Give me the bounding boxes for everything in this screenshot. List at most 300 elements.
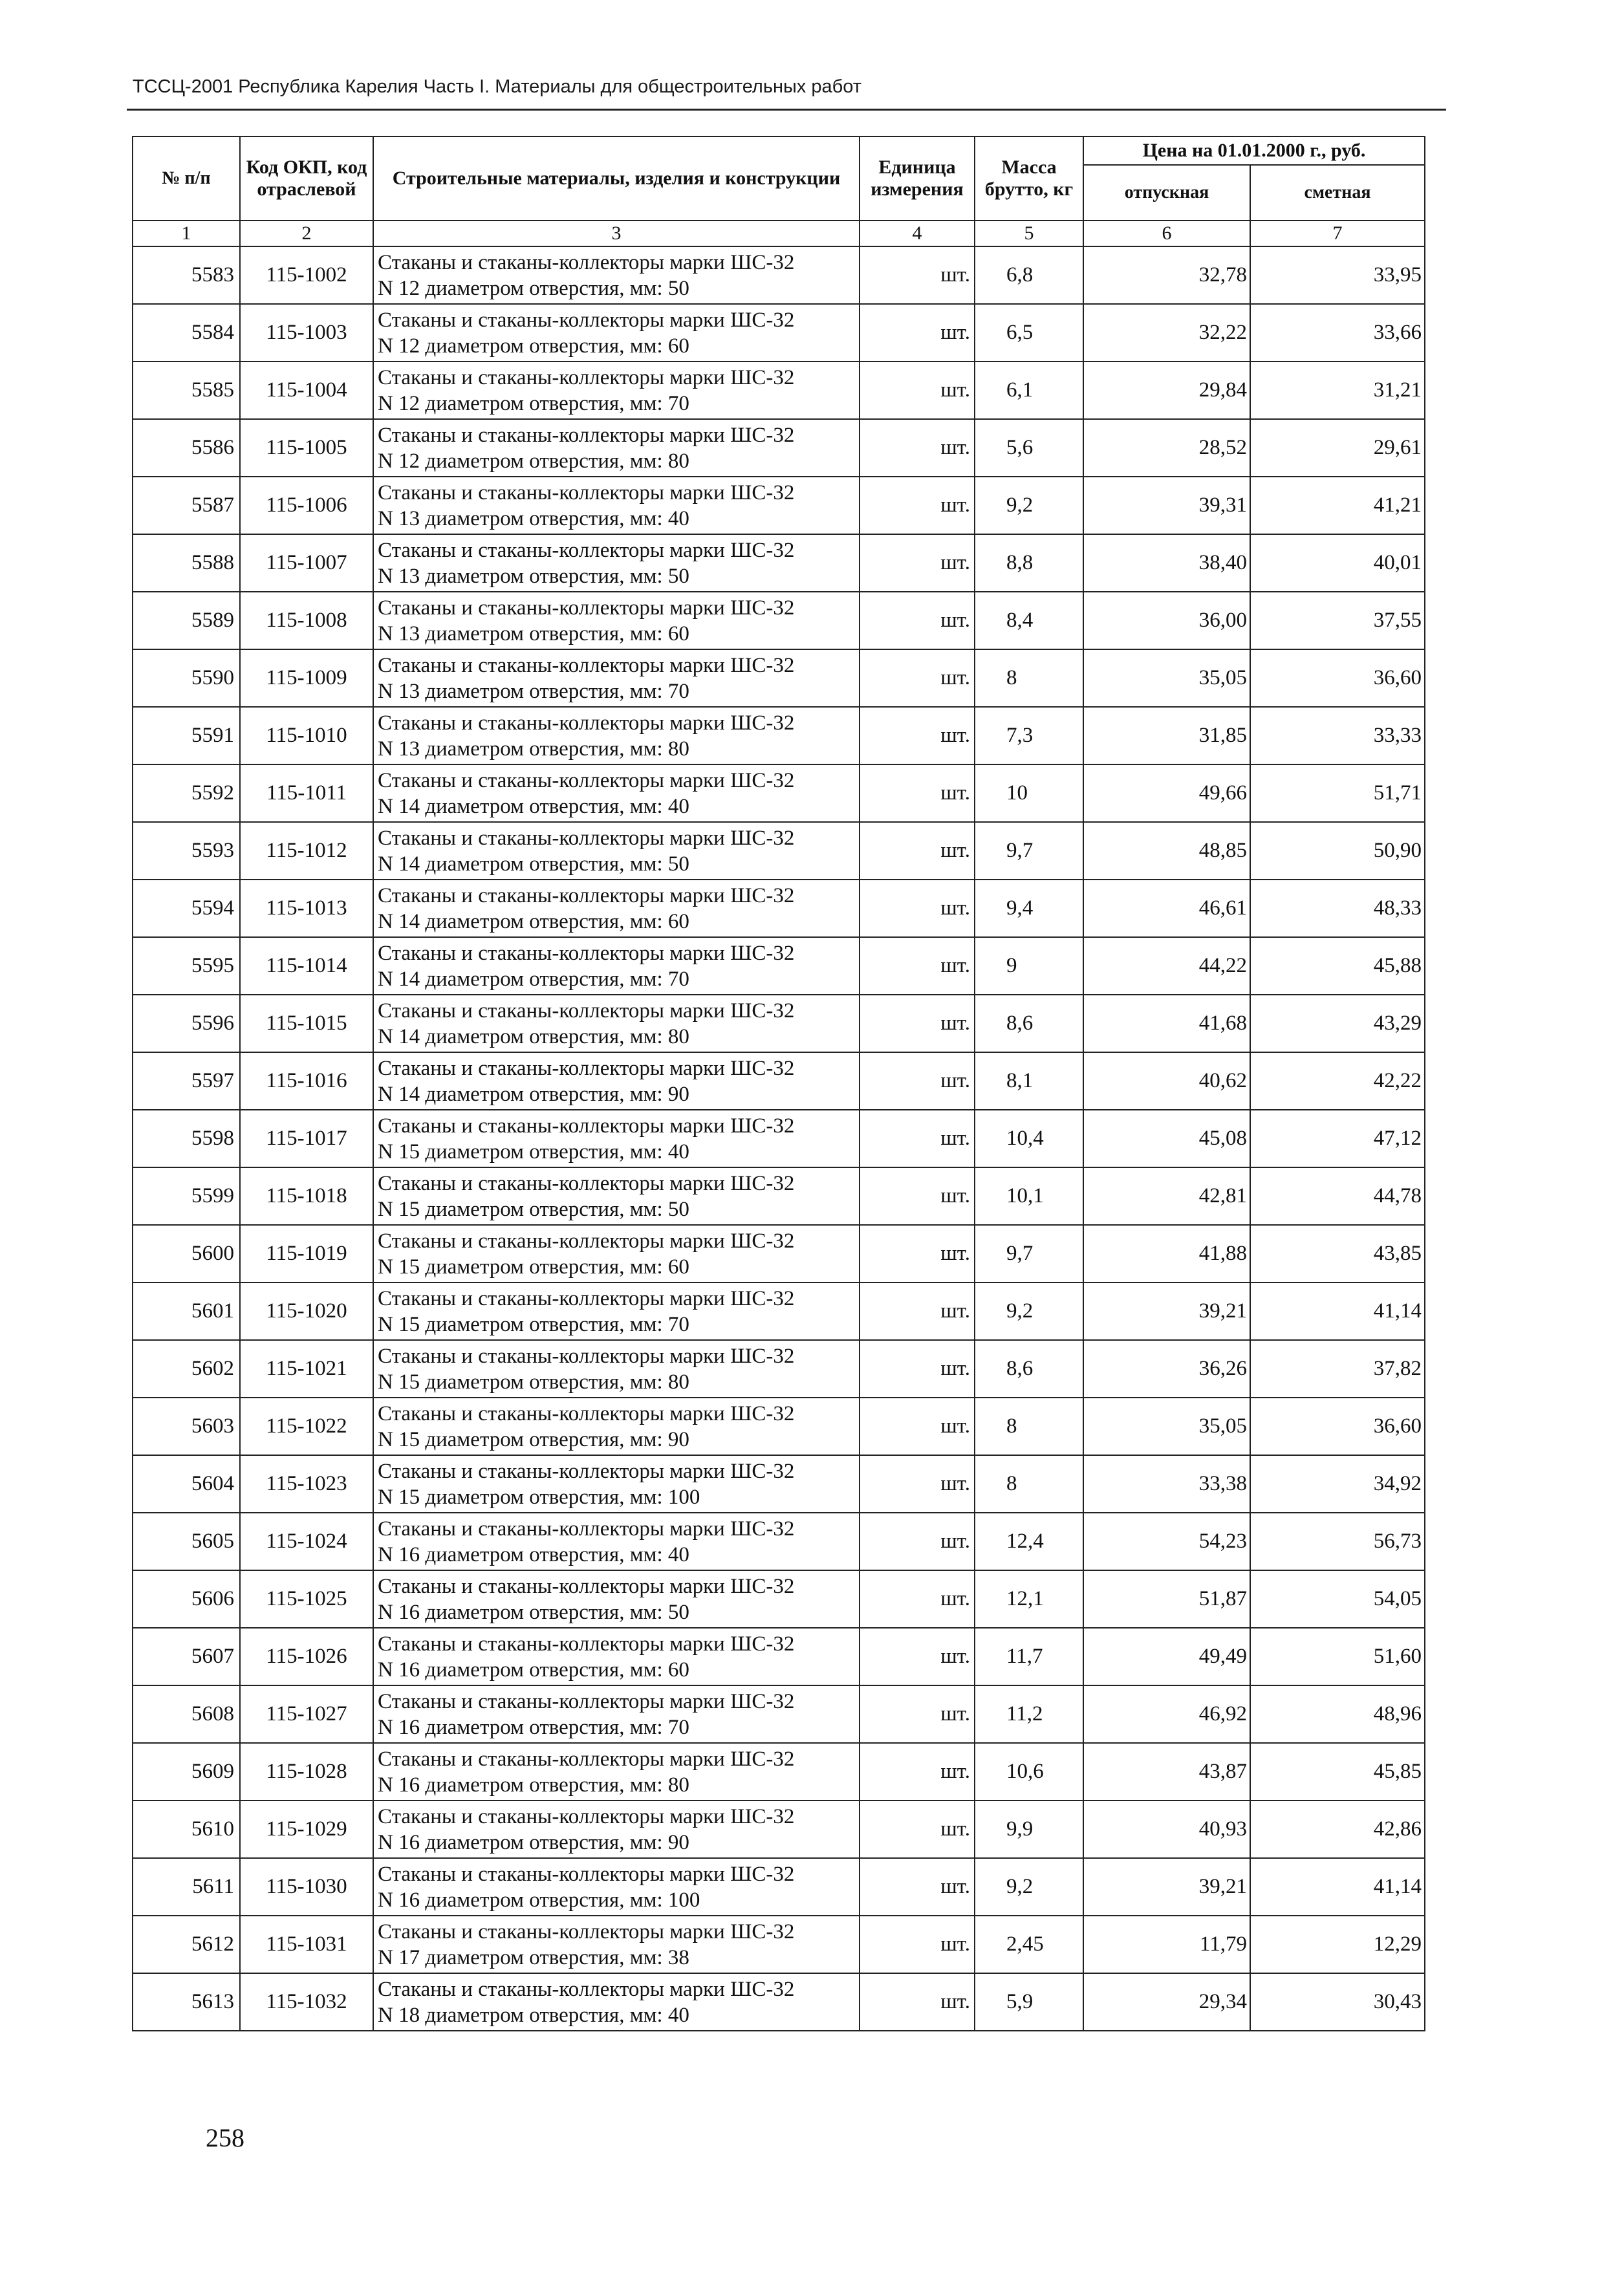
row-unit: шт. [860, 1570, 975, 1628]
row-unit: шт. [860, 304, 975, 362]
row-description-line: N 13 диаметром отверстия, мм: 40 [378, 506, 689, 530]
row-price-release: 33,38 [1083, 1455, 1250, 1513]
row-price-release: 42,81 [1083, 1167, 1250, 1225]
row-description-line: N 16 диаметром отверстия, мм: 90 [378, 1830, 689, 1854]
row-price-estimate: 51,60 [1250, 1628, 1425, 1685]
row-code: 115-1004 [240, 362, 373, 419]
row-price-estimate: 33,33 [1250, 707, 1425, 764]
row-number: 5605 [133, 1513, 240, 1570]
row-code: 115-1016 [240, 1052, 373, 1110]
row-mass: 9,2 [975, 477, 1083, 534]
row-description-line: N 15 диаметром отверстия, мм: 40 [378, 1140, 689, 1163]
row-description-line: N 13 диаметром отверстия, мм: 50 [378, 564, 689, 588]
row-description-line: Стаканы и стаканы-коллекторы марки ШС-32 [378, 1459, 795, 1483]
row-number: 5588 [133, 534, 240, 592]
row-mass: 10 [975, 764, 1083, 822]
table-row [133, 534, 1425, 592]
row-number: 5608 [133, 1685, 240, 1743]
row-price-release: 39,21 [1083, 1282, 1250, 1340]
row-code: 115-1013 [240, 880, 373, 937]
row-price-estimate: 42,22 [1250, 1052, 1425, 1110]
row-mass: 8,6 [975, 1340, 1083, 1398]
row-number: 5587 [133, 477, 240, 534]
row-price-estimate: 33,66 [1250, 304, 1425, 362]
row-price-release: 46,61 [1083, 880, 1250, 937]
row-unit: шт. [860, 937, 975, 995]
row-description [373, 707, 860, 764]
column-number: 1 [133, 221, 240, 246]
row-mass: 5,9 [975, 1973, 1083, 2031]
row-mass: 8,6 [975, 995, 1083, 1052]
row-description-line: Стаканы и стаканы-коллекторы марки ШС-32 [378, 1171, 795, 1195]
table-row [133, 1628, 1425, 1685]
row-price-estimate: 42,86 [1250, 1801, 1425, 1858]
row-unit: шт. [860, 1340, 975, 1398]
row-code: 115-1028 [240, 1743, 373, 1801]
row-mass: 5,6 [975, 419, 1083, 477]
row-code: 115-1031 [240, 1916, 373, 1973]
row-description-line: Стаканы и стаканы-коллекторы марки ШС-32 [378, 941, 795, 965]
row-description [373, 1685, 860, 1743]
row-description-line: Стаканы и стаканы-коллекторы марки ШС-32 [378, 653, 795, 677]
row-number: 5610 [133, 1801, 240, 1858]
row-number: 5599 [133, 1167, 240, 1225]
table-row [133, 1398, 1425, 1455]
row-number: 5612 [133, 1916, 240, 1973]
row-price-release: 29,34 [1083, 1973, 1250, 2031]
row-price-estimate: 41,21 [1250, 477, 1425, 534]
table-row [133, 1570, 1425, 1628]
row-code: 115-1029 [240, 1801, 373, 1858]
row-description-line: N 12 диаметром отверстия, мм: 80 [378, 449, 689, 473]
table-row [133, 419, 1425, 477]
row-number: 5603 [133, 1398, 240, 1455]
table-row [133, 707, 1425, 764]
row-unit: шт. [860, 822, 975, 880]
row-code: 115-1008 [240, 592, 373, 649]
row-number: 5611 [133, 1858, 240, 1916]
row-price-release: 31,85 [1083, 707, 1250, 764]
row-mass: 12,1 [975, 1570, 1083, 1628]
row-mass: 9 [975, 937, 1083, 995]
column-number: 5 [975, 221, 1083, 246]
table-row [133, 1110, 1425, 1167]
row-price-estimate: 47,12 [1250, 1110, 1425, 1167]
row-price-estimate: 43,85 [1250, 1225, 1425, 1282]
row-description [373, 477, 860, 534]
row-description [373, 1628, 860, 1685]
row-description [373, 1858, 860, 1916]
col-header-code: Код ОКП, код отраслевой [240, 136, 373, 221]
row-number: 5585 [133, 362, 240, 419]
table-row [133, 995, 1425, 1052]
row-unit: шт. [860, 1225, 975, 1282]
row-price-estimate: 37,55 [1250, 592, 1425, 649]
column-number: 2 [240, 221, 373, 246]
row-description-line: N 14 диаметром отверстия, мм: 70 [378, 967, 689, 991]
row-description [373, 1167, 860, 1225]
row-description-line: Стаканы и стаканы-коллекторы марки ШС-32 [378, 826, 795, 850]
row-price-estimate: 37,82 [1250, 1340, 1425, 1398]
row-unit: шт. [860, 1973, 975, 2031]
row-number: 5593 [133, 822, 240, 880]
row-number: 5600 [133, 1225, 240, 1282]
row-description [373, 1052, 860, 1110]
row-mass: 9,7 [975, 822, 1083, 880]
header-divider [127, 109, 1446, 111]
table-row [133, 1685, 1425, 1743]
row-price-estimate: 43,29 [1250, 995, 1425, 1052]
row-price-release: 44,22 [1083, 937, 1250, 995]
row-mass: 9,4 [975, 880, 1083, 937]
column-number: 7 [1250, 221, 1425, 246]
table-row [133, 1167, 1425, 1225]
row-description-line: N 15 диаметром отверстия, мм: 100 [378, 1485, 700, 1509]
row-description-line: Стаканы и стаканы-коллекторы марки ШС-32 [378, 365, 795, 389]
row-description [373, 362, 860, 419]
row-unit: шт. [860, 1398, 975, 1455]
row-description-line: N 12 диаметром отверстия, мм: 70 [378, 391, 689, 415]
row-description-line: Стаканы и стаканы-коллекторы марки ШС-32 [378, 1401, 795, 1425]
row-unit: шт. [860, 1282, 975, 1340]
row-unit: шт. [860, 1916, 975, 1973]
row-unit: шт. [860, 362, 975, 419]
row-number: 5597 [133, 1052, 240, 1110]
table-body [133, 221, 1425, 2031]
row-mass: 6,1 [975, 362, 1083, 419]
row-price-release: 40,62 [1083, 1052, 1250, 1110]
table-row [133, 1513, 1425, 1570]
row-unit: шт. [860, 995, 975, 1052]
row-price-release: 43,87 [1083, 1743, 1250, 1801]
row-description [373, 1340, 860, 1398]
column-number: 4 [860, 221, 975, 246]
table-row [133, 937, 1425, 995]
row-number: 5583 [133, 246, 240, 304]
row-description-line: N 14 диаметром отверстия, мм: 60 [378, 909, 689, 933]
row-description-line: Стаканы и стаканы-коллекторы марки ШС-32 [378, 1862, 795, 1886]
row-unit: шт. [860, 1513, 975, 1570]
row-price-estimate: 51,71 [1250, 764, 1425, 822]
row-description [373, 246, 860, 304]
row-number: 5586 [133, 419, 240, 477]
row-code: 115-1023 [240, 1455, 373, 1513]
row-mass: 9,9 [975, 1801, 1083, 1858]
row-description-line: Стаканы и стаканы-коллекторы марки ШС-32 [378, 1114, 795, 1138]
table-row [133, 764, 1425, 822]
row-mass: 10,1 [975, 1167, 1083, 1225]
row-unit: шт. [860, 1628, 975, 1685]
row-unit: шт. [860, 246, 975, 304]
row-price-release: 36,00 [1083, 592, 1250, 649]
col-header-num: № п/п [133, 136, 240, 221]
row-description-line: N 17 диаметром отверстия, мм: 38 [378, 1945, 689, 1969]
row-number: 5595 [133, 937, 240, 995]
row-number: 5604 [133, 1455, 240, 1513]
page-header-title: ТССЦ-2001 Республика Карелия Часть I. Материалы для общестроительных работ [133, 76, 862, 97]
row-description-line: Стаканы и стаканы-коллекторы марки ШС-32 [378, 308, 795, 332]
row-description-line: N 16 диаметром отверстия, мм: 100 [378, 1888, 700, 1912]
row-description-line: Стаканы и стаканы-коллекторы марки ШС-32 [378, 538, 795, 562]
row-number: 5594 [133, 880, 240, 937]
price-table [132, 136, 1425, 2031]
row-description [373, 1282, 860, 1340]
row-number: 5607 [133, 1628, 240, 1685]
row-description-line: Стаканы и стаканы-коллекторы марки ШС-32 [378, 1056, 795, 1080]
row-description [373, 534, 860, 592]
row-number: 5591 [133, 707, 240, 764]
row-code: 115-1021 [240, 1340, 373, 1398]
row-description-line: Стаканы и стаканы-коллекторы марки ШС-32 [378, 1977, 795, 2001]
row-unit: шт. [860, 764, 975, 822]
row-mass: 12,4 [975, 1513, 1083, 1570]
row-code: 115-1009 [240, 649, 373, 707]
row-description [373, 1973, 860, 2031]
row-description [373, 1801, 860, 1858]
row-mass: 8,8 [975, 534, 1083, 592]
row-unit: шт. [860, 1685, 975, 1743]
row-price-estimate: 56,73 [1250, 1513, 1425, 1570]
row-description-line: N 14 диаметром отверстия, мм: 50 [378, 852, 689, 876]
row-code: 115-1015 [240, 995, 373, 1052]
row-description-line: N 16 диаметром отверстия, мм: 70 [378, 1715, 689, 1739]
row-price-release: 11,79 [1083, 1916, 1250, 1973]
row-number: 5609 [133, 1743, 240, 1801]
row-description-line: N 14 диаметром отверстия, мм: 80 [378, 1024, 689, 1048]
row-mass: 8,1 [975, 1052, 1083, 1110]
row-price-estimate: 36,60 [1250, 649, 1425, 707]
row-code: 115-1030 [240, 1858, 373, 1916]
row-unit: шт. [860, 477, 975, 534]
row-price-release: 32,78 [1083, 246, 1250, 304]
table-row [133, 1916, 1425, 1973]
row-description-line: N 13 диаметром отверстия, мм: 70 [378, 679, 689, 703]
row-number: 5589 [133, 592, 240, 649]
row-code: 115-1020 [240, 1282, 373, 1340]
row-description-line: N 15 диаметром отверстия, мм: 70 [378, 1312, 689, 1336]
col-header-unit: Единица измерения [860, 136, 975, 221]
row-mass: 10,4 [975, 1110, 1083, 1167]
row-code: 115-1025 [240, 1570, 373, 1628]
row-unit: шт. [860, 880, 975, 937]
row-code: 115-1017 [240, 1110, 373, 1167]
row-description [373, 764, 860, 822]
row-price-release: 39,31 [1083, 477, 1250, 534]
row-price-release: 35,05 [1083, 649, 1250, 707]
col-header-price-group: Цена на 01.01.2000 г., руб. [1083, 136, 1425, 165]
row-code: 115-1027 [240, 1685, 373, 1743]
row-price-release: 32,22 [1083, 304, 1250, 362]
row-mass: 6,8 [975, 246, 1083, 304]
row-mass: 7,3 [975, 707, 1083, 764]
row-mass: 8 [975, 1455, 1083, 1513]
row-description-line: N 12 диаметром отверстия, мм: 60 [378, 334, 689, 358]
row-price-estimate: 29,61 [1250, 419, 1425, 477]
row-description-line: Стаканы и стаканы-коллекторы марки ШС-32 [378, 596, 795, 620]
row-code: 115-1002 [240, 246, 373, 304]
table-row [133, 1052, 1425, 1110]
row-number: 5606 [133, 1570, 240, 1628]
row-description-line: N 13 диаметром отверстия, мм: 80 [378, 737, 689, 761]
table-row [133, 649, 1425, 707]
table-row [133, 246, 1425, 304]
row-price-release: 36,26 [1083, 1340, 1250, 1398]
row-description-line: N 13 диаметром отверстия, мм: 60 [378, 622, 689, 645]
row-price-release: 49,66 [1083, 764, 1250, 822]
row-price-release: 45,08 [1083, 1110, 1250, 1167]
row-price-estimate: 54,05 [1250, 1570, 1425, 1628]
row-price-estimate: 31,21 [1250, 362, 1425, 419]
col-header-price-estimate: сметная [1250, 165, 1425, 221]
row-description-line: N 15 диаметром отверстия, мм: 50 [378, 1197, 689, 1221]
row-code: 115-1005 [240, 419, 373, 477]
row-mass: 9,7 [975, 1225, 1083, 1282]
row-number: 5598 [133, 1110, 240, 1167]
row-description-line: Стаканы и стаканы-коллекторы марки ШС-32 [378, 481, 795, 504]
row-price-estimate: 34,92 [1250, 1455, 1425, 1513]
row-description [373, 1398, 860, 1455]
row-mass: 11,7 [975, 1628, 1083, 1685]
row-mass: 9,2 [975, 1282, 1083, 1340]
row-code: 115-1012 [240, 822, 373, 880]
row-number: 5590 [133, 649, 240, 707]
row-description [373, 1225, 860, 1282]
row-description [373, 880, 860, 937]
row-description-line: Стаканы и стаканы-коллекторы марки ШС-32 [378, 883, 795, 907]
row-price-estimate: 41,14 [1250, 1282, 1425, 1340]
row-description-line: N 14 диаметром отверстия, мм: 90 [378, 1082, 689, 1106]
row-mass: 8 [975, 649, 1083, 707]
row-mass: 2,45 [975, 1916, 1083, 1973]
table-row [133, 362, 1425, 419]
row-price-release: 39,21 [1083, 1858, 1250, 1916]
row-unit: шт. [860, 649, 975, 707]
table-row [133, 1455, 1425, 1513]
row-price-estimate: 45,85 [1250, 1743, 1425, 1801]
row-description-line: Стаканы и стаканы-коллекторы марки ШС-32 [378, 1920, 795, 1943]
row-unit: шт. [860, 707, 975, 764]
row-mass: 11,2 [975, 1685, 1083, 1743]
row-description [373, 1110, 860, 1167]
row-unit: шт. [860, 592, 975, 649]
row-price-estimate: 40,01 [1250, 534, 1425, 592]
row-description [373, 304, 860, 362]
row-price-release: 51,87 [1083, 1570, 1250, 1628]
row-description-line: Стаканы и стаканы-коллекторы марки ШС-32 [378, 250, 795, 274]
row-description-line: Стаканы и стаканы-коллекторы марки ШС-32 [378, 1517, 795, 1541]
row-mass: 6,5 [975, 304, 1083, 362]
table-row [133, 1858, 1425, 1916]
row-code: 115-1011 [240, 764, 373, 822]
table-row [133, 880, 1425, 937]
table-row [133, 822, 1425, 880]
table-row [133, 1225, 1425, 1282]
row-description [373, 592, 860, 649]
row-code: 115-1019 [240, 1225, 373, 1282]
row-unit: шт. [860, 1801, 975, 1858]
row-description [373, 995, 860, 1052]
row-price-estimate: 41,14 [1250, 1858, 1425, 1916]
row-description-line: N 16 диаметром отверстия, мм: 50 [378, 1600, 689, 1624]
row-description-line: Стаканы и стаканы-коллекторы марки ШС-32 [378, 1632, 795, 1656]
table-row [133, 1282, 1425, 1340]
col-header-price-release: отпускная [1083, 165, 1250, 221]
row-price-release: 48,85 [1083, 822, 1250, 880]
row-description-line: Стаканы и стаканы-коллекторы марки ШС-32 [378, 1344, 795, 1368]
row-code: 115-1026 [240, 1628, 373, 1685]
row-description [373, 419, 860, 477]
row-description-line: Стаканы и стаканы-коллекторы марки ШС-32 [378, 999, 795, 1022]
row-code: 115-1022 [240, 1398, 373, 1455]
row-description [373, 649, 860, 707]
row-price-estimate: 12,29 [1250, 1916, 1425, 1973]
page-number: 258 [206, 2123, 244, 2152]
row-description-line: Стаканы и стаканы-коллекторы марки ШС-32 [378, 1804, 795, 1828]
row-description-line: Стаканы и стаканы-коллекторы марки ШС-32 [378, 1229, 795, 1253]
row-description-line: N 15 диаметром отверстия, мм: 60 [378, 1255, 689, 1279]
row-description-line: N 12 диаметром отверстия, мм: 50 [378, 276, 689, 300]
table-row [133, 477, 1425, 534]
row-description-line: Стаканы и стаканы-коллекторы марки ШС-32 [378, 1747, 795, 1771]
row-description-line: Стаканы и стаканы-коллекторы марки ШС-32 [378, 1286, 795, 1310]
row-unit: шт. [860, 1110, 975, 1167]
row-unit: шт. [860, 534, 975, 592]
table-row [133, 1973, 1425, 2031]
row-price-release: 49,49 [1083, 1628, 1250, 1685]
row-price-estimate: 33,95 [1250, 246, 1425, 304]
row-description [373, 1570, 860, 1628]
row-price-release: 40,93 [1083, 1801, 1250, 1858]
table-row [133, 304, 1425, 362]
row-price-release: 29,84 [1083, 362, 1250, 419]
row-code: 115-1006 [240, 477, 373, 534]
row-code: 115-1010 [240, 707, 373, 764]
table-row [133, 1801, 1425, 1858]
row-price-estimate: 48,96 [1250, 1685, 1425, 1743]
column-number: 6 [1083, 221, 1250, 246]
row-mass: 8,4 [975, 592, 1083, 649]
row-unit: шт. [860, 1167, 975, 1225]
row-code: 115-1014 [240, 937, 373, 995]
row-description-line: N 16 диаметром отверстия, мм: 80 [378, 1773, 689, 1797]
row-description [373, 937, 860, 995]
row-description [373, 1916, 860, 1973]
row-description-line: Стаканы и стаканы-коллекторы марки ШС-32 [378, 711, 795, 735]
row-code: 115-1007 [240, 534, 373, 592]
table-row [133, 592, 1425, 649]
row-description [373, 1513, 860, 1570]
row-price-estimate: 36,60 [1250, 1398, 1425, 1455]
table-row [133, 1340, 1425, 1398]
row-description-line: N 15 диаметром отверстия, мм: 90 [378, 1427, 689, 1451]
row-unit: шт. [860, 1455, 975, 1513]
row-description-line: Стаканы и стаканы-коллекторы марки ШС-32 [378, 768, 795, 792]
row-code: 115-1018 [240, 1167, 373, 1225]
row-price-estimate: 45,88 [1250, 937, 1425, 995]
row-description-line: N 16 диаметром отверстия, мм: 40 [378, 1542, 689, 1566]
row-price-release: 35,05 [1083, 1398, 1250, 1455]
row-mass: 10,6 [975, 1743, 1083, 1801]
row-price-release: 28,52 [1083, 419, 1250, 477]
row-description-line: Стаканы и стаканы-коллекторы марки ШС-32 [378, 1574, 795, 1598]
row-mass: 8 [975, 1398, 1083, 1455]
row-unit: шт. [860, 1858, 975, 1916]
row-code: 115-1024 [240, 1513, 373, 1570]
row-price-release: 54,23 [1083, 1513, 1250, 1570]
row-number: 5602 [133, 1340, 240, 1398]
row-price-release: 41,68 [1083, 995, 1250, 1052]
row-description-line: N 16 диаметром отверстия, мм: 60 [378, 1658, 689, 1682]
